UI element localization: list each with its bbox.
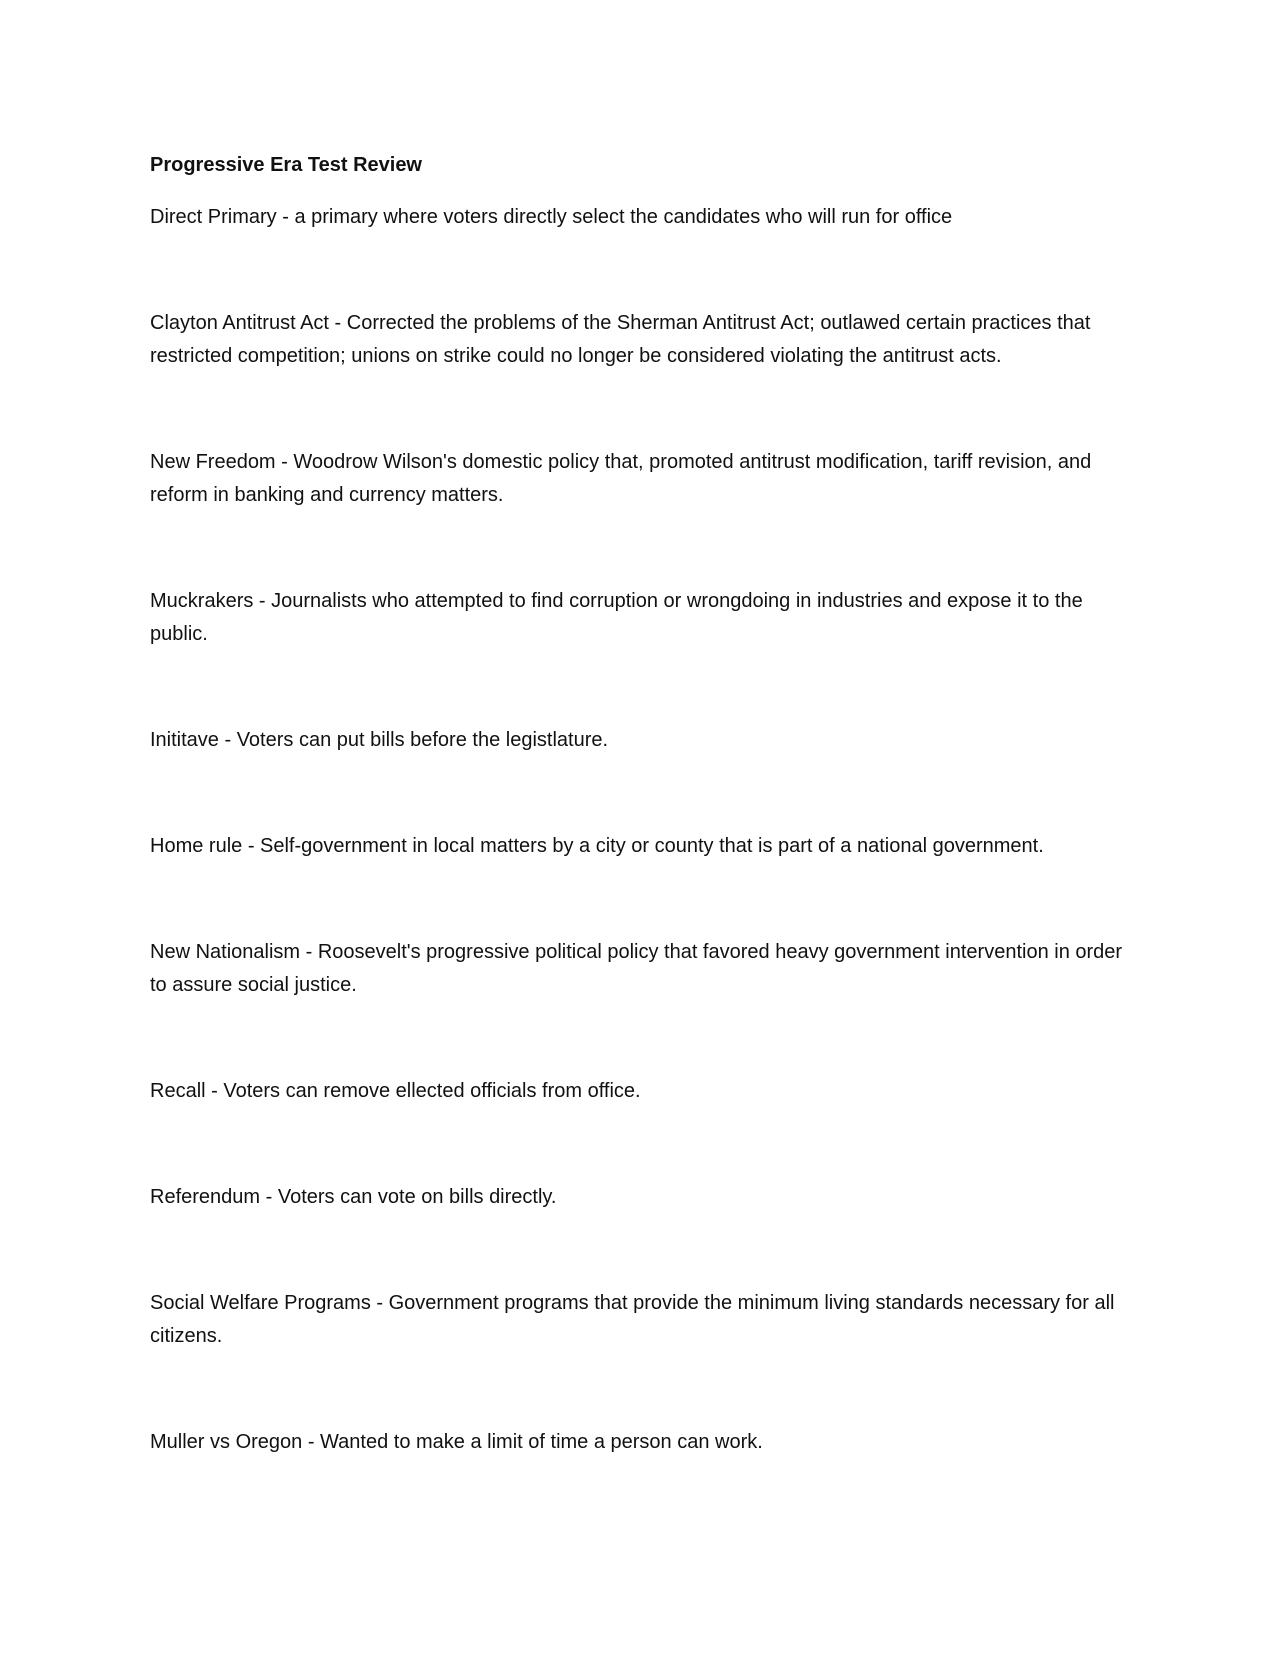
term-new-freedom: New Freedom - Woodrow Wilson's domestic policy that, promoted antitrust modification, tariff revision, and reform in banking and currency matters. [150,451,1092,506]
document-body [150,150,1130,1459]
term-recall: Recall - Voters can remove ellected officials from office. [150,1080,641,1102]
term-new-nationalism: New Nationalism - Roosevelt's progressive political policy that favored heavy government intervention in order to assure social justice. [150,941,1123,996]
term-muller-vs-oregon: Muller vs Oregon - Wanted to make a limit of time a person can work. [150,1431,763,1453]
term-clayton-antitrust-act: Clayton Antitrust Act - Corrected the problems of the Sherman Antitrust Act; outlawed certain practices that restricted competition; unions on strike could no longer be considered violating the antitrust acts. [150,312,1091,367]
term-home-rule: Home rule - Self-government in local matters by a city or county that is part of a national government. [150,835,1044,857]
term-initiative: Inititave - Voters can put bills before the legistlature. [150,729,609,751]
term-direct-primary: Direct Primary - a primary where voters directly select the candidates who will run for office [150,206,953,228]
term-referendum: Referendum - Voters can vote on bills directly. [150,1186,557,1208]
document-title: Progressive Era Test Review [150,154,422,176]
term-muckrakers: Muckrakers - Journalists who attempted to find corruption or wrongdoing in industries and expose it to the public. [150,590,1083,645]
term-social-welfare-programs: Social Welfare Programs - Government programs that provide the minimum living standards necessary for all citizens. [150,1292,1115,1347]
